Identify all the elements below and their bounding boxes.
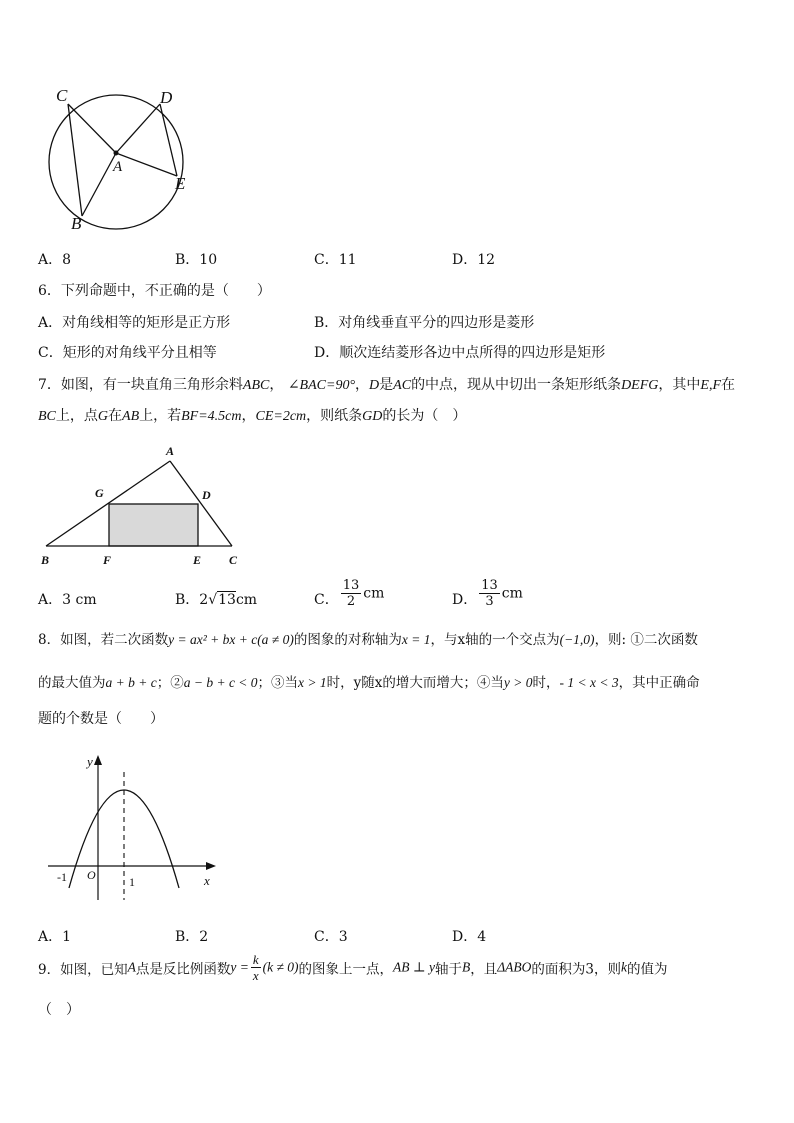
q5-option-a: A．8 (38, 252, 72, 268)
label-D: D (160, 88, 173, 107)
origin-label: O (87, 868, 96, 882)
label-F: F (103, 553, 112, 567)
circle-figure (40, 80, 210, 235)
q9-stem-line1: 9．如图，已知A点是反比例函数y = $\frac{k}{x}$ (k ≠ 0)的图象上一点，AB ⊥ y轴于B，且ΔABO的面积为3，则k的值为 (38, 952, 668, 983)
q7-stem-line1: 7．如图，有一块直角三角形余料ABC， ∠BAC=90°，D是AC的中点，现从中切出一条矩形纸条DEFG，其中E,F在 (38, 377, 735, 393)
q5-option-b: B．10 (175, 252, 218, 268)
q6-option-c: C．矩形的对角线平分且相等 (38, 345, 217, 361)
q7-option-a: A．3 cm (38, 592, 97, 608)
label-B: B (41, 553, 50, 567)
q6-option-b: B．对角线垂直平分的四边形是菱形 (314, 315, 535, 331)
q5-option-c: C．11 (314, 252, 357, 268)
label-C: C (229, 553, 238, 567)
label-D: D (202, 488, 211, 502)
label-E: E (175, 174, 186, 193)
tick-label-minus-one: -1 (57, 870, 67, 884)
triangle-figure (36, 440, 246, 572)
tick-label-one: 1 (129, 875, 135, 889)
axis-label-x: x (204, 873, 210, 888)
q7-option-c: C． $\frac{13}{2}$ cm (314, 578, 385, 609)
label-G: G (95, 486, 104, 500)
q8-stem-line2: 的最大值为a + b + c；②a − b + c < 0；③当x > 1时，y随x的增大而增大；④当y > 0时，- 1 < x < 3，其中正确命 (38, 675, 700, 691)
label-B: B (71, 214, 82, 233)
q7-option-b: B．2√13cm (175, 592, 258, 608)
label-C: C (56, 86, 68, 105)
q8-option-a: A．1 (38, 929, 72, 945)
parabola-figure (42, 748, 222, 906)
q8-option-c: C．3 (314, 929, 348, 945)
q7-option-d: D． $\frac{13}{3}$ cm (452, 578, 523, 609)
q6-option-d: D．顺次连结菱形各边中点所得的四边形是矩形 (314, 345, 606, 361)
label-A: A (113, 159, 123, 175)
q9-stem-line2: （ ） (38, 1002, 80, 1018)
q6-option-a: A．对角线相等的矩形是正方形 (38, 315, 231, 331)
q8-stem-line1: 8．如图，若二次函数y = ax² + bx + c(a ≠ 0)的图象的对称轴为x = 1，与x轴的一个交点为(−1,0)，则: ①二次函数 (38, 632, 698, 648)
q5-option-d: D．12 (452, 252, 496, 268)
label-A: A (166, 444, 175, 458)
q6-stem: 6．下列命题中，不正确的是（ ） (38, 283, 271, 299)
label-E: E (193, 553, 202, 567)
q7-stem-line2: BC上，点G在AB上，若BF=4.5cm，CE=2cm，则纸条GD的长为（ ） (38, 408, 467, 424)
q8-option-d: D．4 (452, 929, 487, 945)
q8-option-b: B．2 (175, 929, 209, 945)
q8-stem-line3: 题的个数是（ ） (38, 711, 164, 727)
axis-label-y: y (87, 754, 93, 769)
